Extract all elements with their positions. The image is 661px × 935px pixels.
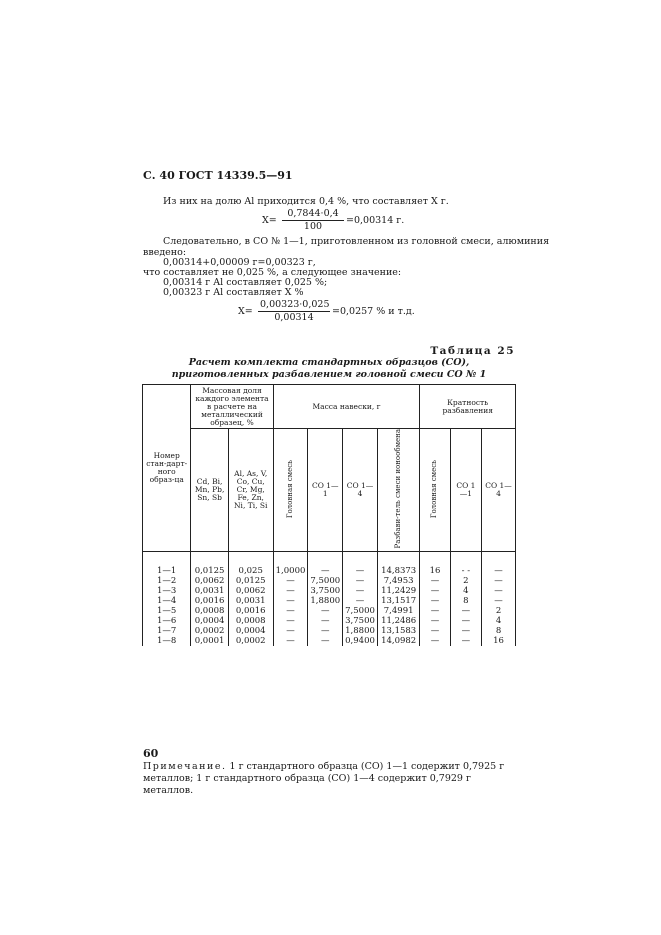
page-number: 60 bbox=[143, 747, 159, 760]
cell-ratio-co14: 2 bbox=[482, 606, 516, 616]
cell-mass-diluent: 11,2429 bbox=[377, 586, 420, 596]
cell-fraction-2: 0,025 bbox=[228, 551, 273, 576]
cell-mass-head: — bbox=[273, 606, 308, 616]
cell-ratio-head: — bbox=[420, 606, 450, 616]
fraction-denominator: 0,00314 bbox=[274, 312, 314, 323]
cell-ratio-co14: 8 bbox=[482, 626, 516, 636]
cell-sample: 1—7 bbox=[143, 626, 191, 636]
cell-fraction-2: 0,0008 bbox=[228, 616, 273, 626]
header-group1: Cd, Bi, Mn, Pb, Sn, Sb bbox=[191, 429, 228, 552]
cell-ratio-co11: 8 bbox=[450, 596, 481, 606]
cell-mass-head: 1,0000 bbox=[273, 551, 308, 576]
cell-ratio-head: — bbox=[420, 616, 450, 626]
cell-mass-co11: 3,7500 bbox=[308, 586, 343, 596]
equation-rhs: =0,0257 % и т.д. bbox=[332, 306, 415, 317]
table-row bbox=[143, 626, 516, 636]
equation-fraction bbox=[282, 208, 344, 233]
cell-mass-co11: 1,8800 bbox=[308, 596, 343, 606]
text-line: 0,00314 г Al составляет 0,025 %; bbox=[163, 277, 328, 288]
cell-fraction-2: 0,0125 bbox=[228, 576, 273, 586]
header-co-1-1: СО 1—1 bbox=[308, 429, 343, 552]
cell-sample: 1—3 bbox=[143, 586, 191, 596]
cell-ratio-co11: 4 bbox=[450, 586, 481, 596]
text-line: Следовательно, в СО № 1—1, приготовленном из головной смеси, алюминия bbox=[163, 236, 550, 247]
header-group2: Al, As, V, Co, Cu, Cr, Mg, Fe, Zn, Ni, Ti, Si bbox=[228, 429, 273, 552]
cell-mass-co14: 0,9400 bbox=[343, 636, 378, 646]
cell-mass-co14: 3,7500 bbox=[343, 616, 378, 626]
cell-ratio-co11: — bbox=[450, 626, 481, 636]
header-ratio: Кратность разбавления bbox=[420, 385, 516, 429]
cell-mass-diluent: 13,1583 bbox=[377, 626, 420, 636]
cell-sample: 1—5 bbox=[143, 606, 191, 616]
cell-mass-head: — bbox=[273, 616, 308, 626]
table-row bbox=[143, 616, 516, 626]
fraction-numerator: 0,00323·0,025 bbox=[260, 299, 330, 310]
cell-ratio-co14: — bbox=[482, 586, 516, 596]
table-row bbox=[143, 606, 516, 616]
cell-fraction-1: 0,0016 bbox=[191, 596, 228, 606]
header-ratio-co-1-4: СО 1—4 bbox=[482, 429, 516, 552]
cell-ratio-head: — bbox=[420, 636, 450, 646]
table-row bbox=[143, 576, 516, 586]
cell-fraction-2: 0,0016 bbox=[228, 606, 273, 616]
cell-mass-head: — bbox=[273, 586, 308, 596]
cell-sample: 1—8 bbox=[143, 636, 191, 646]
equation-lhs: X= bbox=[262, 215, 277, 226]
cell-ratio-co14: — bbox=[482, 576, 516, 586]
cell-mass-head: — bbox=[273, 576, 308, 586]
cell-sample: 1—2 bbox=[143, 576, 191, 586]
cell-mass-diluent: 14,0982 bbox=[377, 636, 420, 646]
note-text: 1 г стандартного образца (СО) 1—1 содержит 0,7925 г металлов; 1 г стандартного образца (СО) 1—4 содержит 0,7929 г металлов. bbox=[143, 761, 505, 796]
cell-ratio-head: — bbox=[420, 596, 450, 606]
cell-fraction-1: 0,0062 bbox=[191, 576, 228, 586]
cell-ratio-co11: — bbox=[450, 616, 481, 626]
cell-fraction-2: 0,0062 bbox=[228, 586, 273, 596]
cell-ratio-co14: 4 bbox=[482, 616, 516, 626]
cell-mass-co14: — bbox=[343, 576, 378, 586]
cell-ratio-head: — bbox=[420, 576, 450, 586]
cell-mass-head: — bbox=[273, 636, 308, 646]
cell-mass-co14: — bbox=[343, 551, 378, 576]
cell-mass-head: — bbox=[273, 596, 308, 606]
equation-lhs: X= bbox=[238, 306, 253, 317]
header-diluent: Разбави-тель смеси ионообмена bbox=[377, 429, 420, 552]
cell-mass-diluent: 14,8373 bbox=[377, 551, 420, 576]
cell-ratio-co14: — bbox=[482, 596, 516, 606]
text-line: что составляет не 0,025 %, а следующее значение: bbox=[143, 267, 402, 278]
table-title: Расчет комплекта стандартных образцов (СО), приготовленных разбавлением головной смеси СО № 1 bbox=[171, 357, 487, 380]
cell-fraction-2: 0,0031 bbox=[228, 596, 273, 606]
table-row bbox=[143, 596, 516, 606]
cell-mass-diluent: 7,4953 bbox=[377, 576, 420, 586]
text-line: 0,00314+0,00009 г=0,00323 г, bbox=[163, 257, 316, 268]
cell-mass-diluent: 11,2486 bbox=[377, 616, 420, 626]
fraction-numerator: 0,7844·0,4 bbox=[282, 208, 344, 221]
cell-mass-co11: — bbox=[308, 606, 343, 616]
table-note bbox=[143, 761, 515, 797]
table-row bbox=[143, 586, 516, 596]
data-table bbox=[142, 384, 516, 646]
cell-fraction-1: 0,0008 bbox=[191, 606, 228, 616]
equation-rhs: =0,00314 г. bbox=[346, 215, 405, 226]
cell-sample: 1—6 bbox=[143, 616, 191, 626]
cell-mass-co14: — bbox=[343, 586, 378, 596]
cell-fraction-2: 0,0002 bbox=[228, 636, 273, 646]
text-line: 0,00323 г Al составляет X % bbox=[163, 287, 304, 298]
cell-ratio-head: 16 bbox=[420, 551, 450, 576]
cell-fraction-1: 0,0125 bbox=[191, 551, 228, 576]
cell-mass-co14: 7,5000 bbox=[343, 606, 378, 616]
cell-mass-co11: — bbox=[308, 551, 343, 576]
table-caption: Таблица 25 bbox=[430, 345, 515, 357]
fraction-denominator: 100 bbox=[303, 221, 323, 232]
cell-fraction-1: 0,0004 bbox=[191, 616, 228, 626]
header-head-mix: Головная смесь bbox=[273, 429, 308, 552]
header-ratio-head: Головная смесь bbox=[420, 429, 450, 552]
table-row bbox=[143, 551, 516, 576]
header-ratio-co-1-1: СО 1—1 bbox=[450, 429, 481, 552]
cell-fraction-1: 0,0001 bbox=[191, 636, 228, 646]
cell-fraction-1: 0,0031 bbox=[191, 586, 228, 596]
cell-mass-co11: — bbox=[308, 626, 343, 636]
cell-ratio-co11: — bbox=[450, 636, 481, 646]
table-row bbox=[143, 636, 516, 646]
cell-mass-diluent: 13,1517 bbox=[377, 596, 420, 606]
header-co-1-4: СО 1—4 bbox=[343, 429, 378, 552]
cell-ratio-co11: 2 bbox=[450, 576, 481, 586]
cell-mass-co14: 1,8800 bbox=[343, 626, 378, 636]
note-label: Примечание. bbox=[143, 761, 227, 772]
text-line: введено: bbox=[143, 247, 187, 258]
cell-mass-co11: — bbox=[308, 636, 343, 646]
cell-ratio-co14: — bbox=[482, 551, 516, 576]
text-line: Из них на долю Al приходится 0,4 %, что составляет X г. bbox=[163, 196, 449, 207]
cell-mass-co11: — bbox=[308, 616, 343, 626]
cell-ratio-head: — bbox=[420, 626, 450, 636]
cell-ratio-head: — bbox=[420, 586, 450, 596]
cell-mass-head: — bbox=[273, 626, 308, 636]
cell-mass-co14: — bbox=[343, 596, 378, 606]
cell-fraction-1: 0,0002 bbox=[191, 626, 228, 636]
cell-ratio-co11: — bbox=[450, 606, 481, 616]
page-header: С. 40 ГОСТ 14339.5—91 bbox=[143, 169, 293, 182]
header-mass: Масса навески, г bbox=[273, 385, 420, 429]
cell-mass-diluent: 7,4991 bbox=[377, 606, 420, 616]
cell-mass-co11: 7,5000 bbox=[308, 576, 343, 586]
header-sample: Номер стан-дарт-ного образ-ца bbox=[143, 385, 191, 552]
cell-fraction-2: 0,0004 bbox=[228, 626, 273, 636]
equation-fraction bbox=[258, 299, 330, 324]
cell-ratio-co11: - - bbox=[450, 551, 481, 576]
cell-ratio-co14: 16 bbox=[482, 636, 516, 646]
cell-sample: 1—4 bbox=[143, 596, 191, 606]
cell-sample: 1—1 bbox=[143, 551, 191, 576]
header-fraction: Массовая доля каждого элемента в расчете на металлический образец, % bbox=[191, 385, 273, 429]
